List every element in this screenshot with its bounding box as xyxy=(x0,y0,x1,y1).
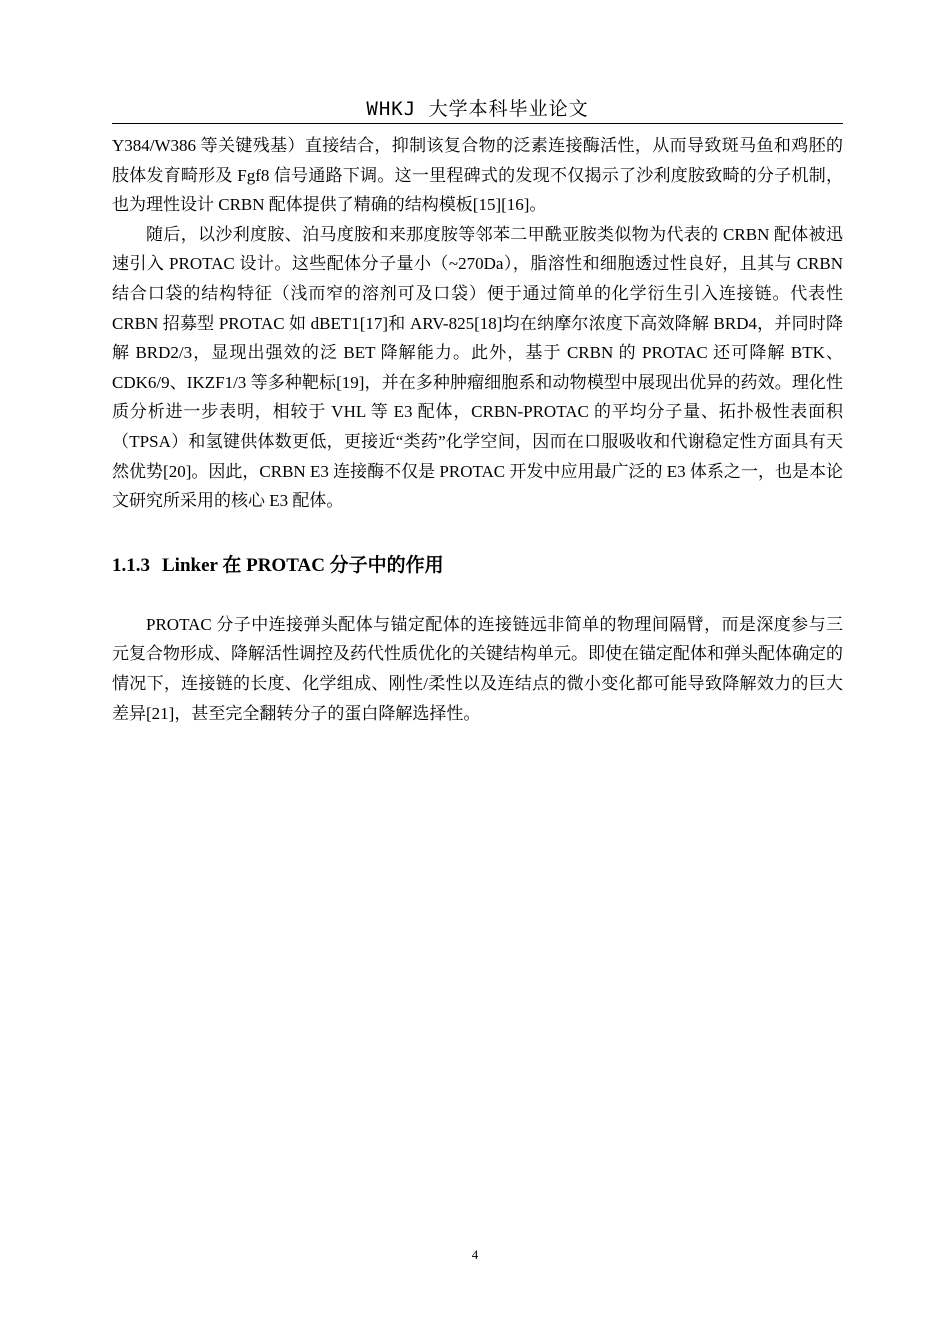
body-paragraph: 随后，以沙利度胺、泊马度胺和来那度胺等邻苯二甲酰亚胺类似物为代表的 CRBN 配体被迅速引入 PROTAC 设计。这些配体分子量小（~270Da），脂溶性和细胞透过性良好，且其与 CRBN 结合口袋的结构特征（浅而窄的溶剂可及口袋）便于通过简单的化学衍生引入连接链。代表性 CRBN 招募型 PROTAC 如 dBET1[17]和 ARV-825[18]均在纳摩尔浓度下高效降解 BRD4，并同时降解 BRD2/3，显现出强效的泛 BET 降解能力。此外，基于 CRBN 的 PROTAC 还可降解 BTK、CDK6/9、IKZF1/3 等多种靶标[19]，并在多种肿瘤细胞系和动物模型中展现出优异的药效。理化性质分析进一步表明，相较于 VHL 等 E3 配体，CRBN-PROTAC 的平均分子量、拓扑极性表面积（TPSA）和氢键供体数更低，更接近“类药”化学空间，因而在口服吸收和代谢稳定性方面具有天然优势[20]。因此，CRBN E3 连接酶不仅是 PROTAC 开发中应用最广泛的 E3 体系之一，也是本论文研究所采用的核心 E3 配体。 xyxy=(112,224,843,511)
header-rule xyxy=(112,123,843,124)
body-paragraph: PROTAC 分子中连接弹头配体与锚定配体的连接链远非简单的物理间隔臂，而是深度参与三元复合物形成、降解活性调控及药代性质优化的关键结构单元。即使在锚定配体和弹头配体确定的情况下，连接链的长度、化学组成、刚性/柔性以及连结点的微小变化都可能导致降解效力的巨大差异[21]，甚至完全翻转分子的蛋白降解选择性。 xyxy=(112,614,843,723)
page-number: 4 xyxy=(471,1247,479,1262)
section-title: Linker 在 PROTAC 分子中的作用 xyxy=(162,554,444,576)
running-header: WHKJ 大学本科毕业论文 xyxy=(366,98,589,120)
body-paragraph: Y384/W386 等关键残基）直接结合，抑制该复合物的泛素连接酶活性，从而导致斑马鱼和鸡胚的肢体发育畸形及 Fgf8 信号通路下调。这一里程碑式的发现不仅揭示了沙利度胺致畸的分子机制，也为理性设计 CRBN 配体提供了精确的结构模板[15][16]。 xyxy=(112,136,843,215)
section-number: 1.1.3 xyxy=(112,554,150,576)
page-body xyxy=(112,131,843,728)
section-heading xyxy=(112,550,843,582)
